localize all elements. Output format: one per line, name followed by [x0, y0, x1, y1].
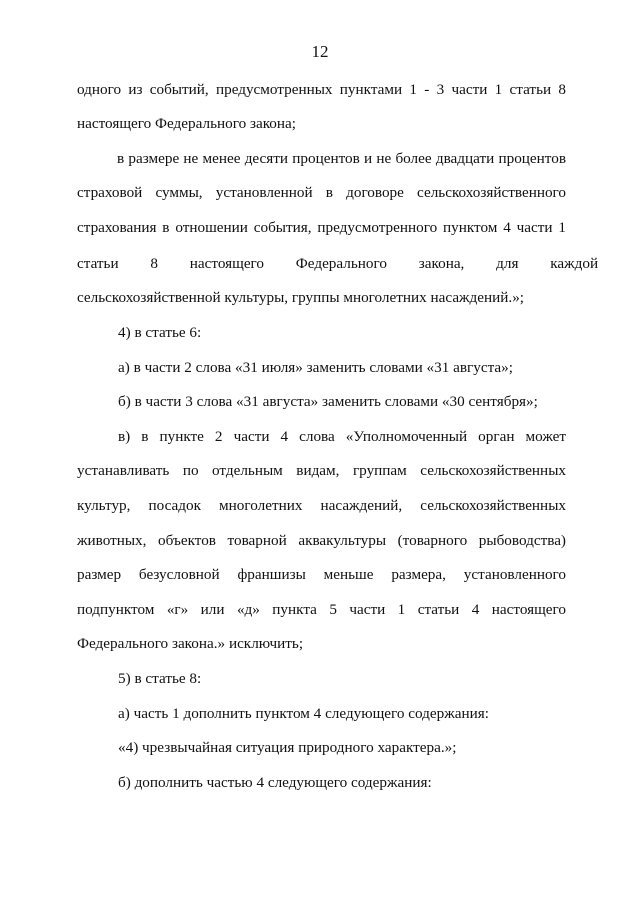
- text-line: 4) в статье 6:: [118, 324, 202, 341]
- text-line: страхования в отношении события, предусмотренного пунктом 4 части 1: [77, 219, 566, 236]
- text-line: в) в пункте 2 части 4 слова «Уполномоченный орган может: [118, 428, 566, 445]
- text-line: «4) чрезвычайная ситуация природного характера.»;: [118, 739, 457, 756]
- text-line: страховой суммы, установленной в договоре сельскохозяйственного: [77, 184, 566, 201]
- text-line: подпунктом «г» или «д» пункта 5 части 1 статьи 4 настоящего: [77, 601, 566, 618]
- text-line: в размере не менее десяти процентов и не более двадцати процентов: [117, 150, 566, 167]
- text-line: статьи 8 настоящего Федерального закона, для каждой: [77, 255, 599, 272]
- page-number: 12: [311, 42, 329, 61]
- text-line: животных, объектов товарной аквакультуры (товарного рыбоводства): [77, 532, 566, 549]
- text-line: б) дополнить частью 4 следующего содержания:: [118, 774, 432, 791]
- text-line: одного из событий, предусмотренных пунктами 1 - 3 части 1 статьи 8: [77, 81, 566, 98]
- text-line: а) в части 2 слова «31 июля» заменить словами «31 августа»;: [118, 359, 513, 376]
- text-line: 5) в статье 8:: [118, 670, 202, 687]
- text-line: Федерального закона.» исключить;: [77, 635, 304, 652]
- text-line: б) в части 3 слова «31 августа» заменить словами «30 сентября»;: [118, 393, 538, 410]
- text-line: сельскохозяйственной культуры, группы многолетних насаждений.»;: [77, 289, 525, 306]
- text-line: настоящего Федерального закона;: [77, 115, 296, 132]
- text-line: культур, посадок многолетних насаждений, сельскохозяйственных: [77, 497, 566, 514]
- text-line: размер безусловной франшизы меньше размера, установленного: [77, 566, 566, 583]
- text-line: устанавливать по отдельным видам, группам сельскохозяйственных: [77, 462, 566, 479]
- text-line: а) часть 1 дополнить пунктом 4 следующего содержания:: [118, 705, 489, 722]
